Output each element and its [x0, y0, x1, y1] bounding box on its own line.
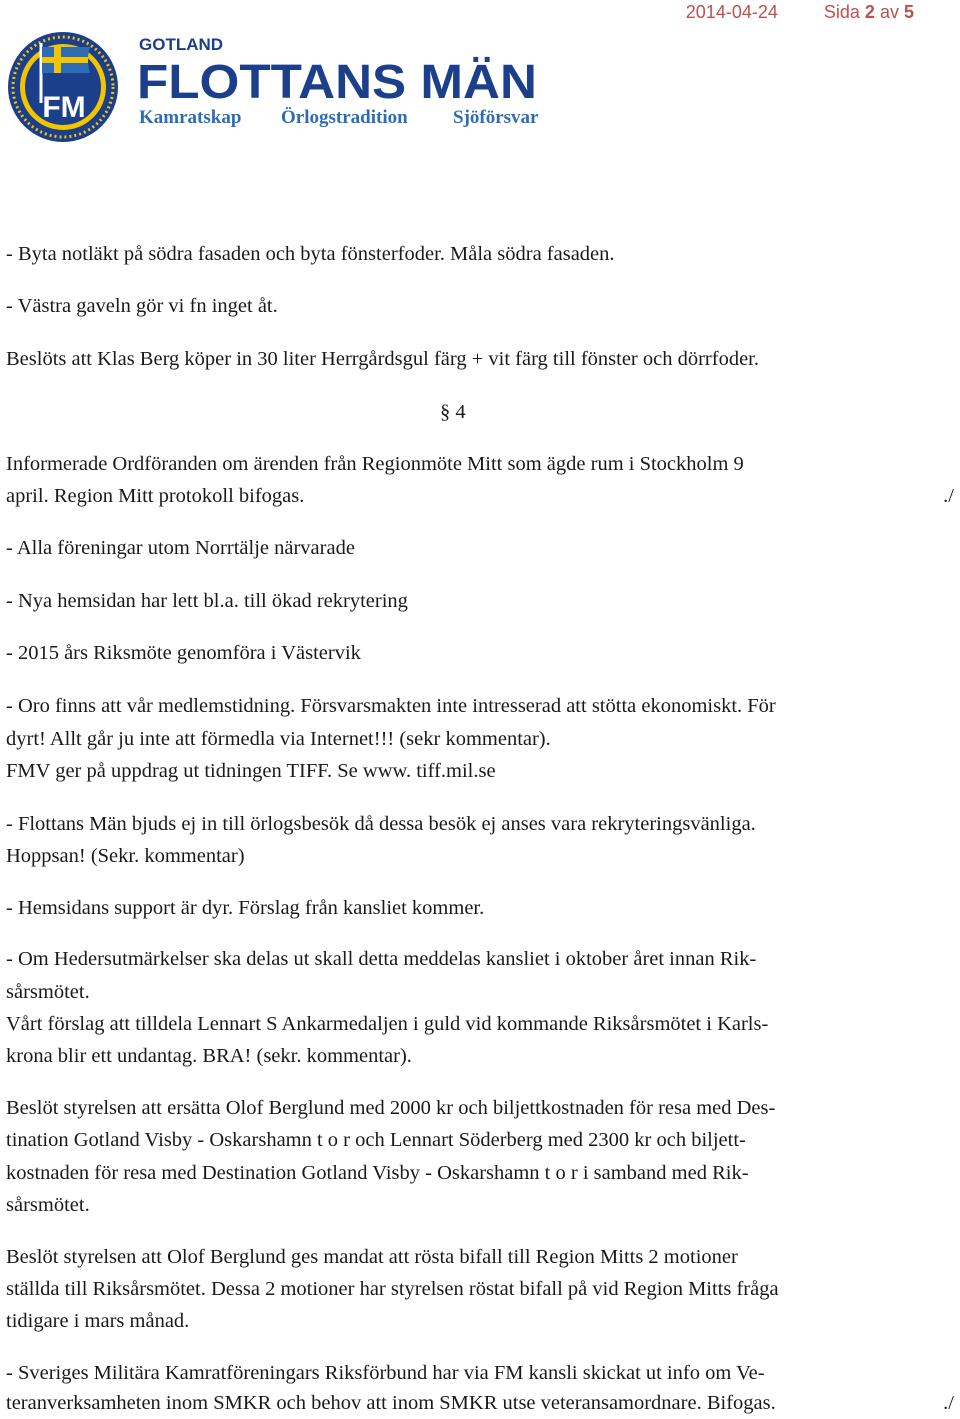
body-line: kostnaden för resa med Destination Gotland Visby - Oskarshamn t o r i samband med Rik- — [6, 1162, 749, 1184]
attachment-mark: ./ — [943, 1392, 954, 1414]
logo-badge — [8, 32, 118, 142]
header-page-current: 2 — [864, 2, 875, 22]
paragraph-number: § 4 — [440, 401, 466, 423]
body-line: Vårt förslag att tilldela Lennart S Ankarmedaljen i guld vid kommande Riksårsmötet i Karls- — [6, 1013, 769, 1035]
logo-name: FLOTTANS MÄN — [137, 56, 537, 109]
logo-tagline-2: Örlogstradition — [281, 107, 408, 128]
body-line: sårsmötet. — [6, 981, 90, 1003]
logo-tagline-3: Sjöförsvar — [453, 107, 539, 128]
body-line: ställda till Riksårsmötet. Dessa 2 motioner har styrelsen röstat bifall på vid Region Mitts fråga — [6, 1278, 779, 1300]
body-line: tidigare i mars månad. — [6, 1310, 190, 1332]
page-header — [686, 2, 914, 23]
swedish-flag-icon — [42, 47, 90, 73]
body-line: FMV ger på uppdrag ut tidningen TIFF. Se www. tiff.mil.se — [6, 760, 496, 782]
body-line: Informerade Ordföranden om ärenden från Regionmöte Mitt som ägde rum i Stockholm 9 — [6, 453, 744, 475]
attachment-mark: ./ — [943, 485, 954, 507]
body-line: krona blir ett undantag. BRA! (sekr. kommentar). — [6, 1045, 412, 1067]
body-line: tination Gotland Visby - Oskarshamn t o r och Lennart Söderberg med 2300 kr och biljett- — [6, 1129, 746, 1151]
header-page-total: 5 — [903, 2, 914, 22]
body-line: Beslöt styrelsen att Olof Berglund ges mandat att rösta bifall till Region Mitts 2 motioner — [6, 1246, 738, 1268]
flottans-man-logo — [6, 25, 546, 145]
body-line: - Flottans Män bjuds ej in till örlogsbesök då dessa besök ej anses vara rekryteringsvänliga. — [6, 813, 756, 835]
body-line: - Hemsidans support är dyr. Förslag från kansliet kommer. — [6, 897, 485, 919]
header-page-sep: av — [879, 2, 899, 22]
body-line: - Nya hemsidan har lett bl.a. till ökad rekrytering — [6, 590, 408, 612]
body-line: - Alla föreningar utom Norrtälje närvarade — [6, 537, 355, 559]
body-line: - Oro finns att vår medlemstidning. Försvarsmakten inte intresserad att stötta ekonomiskt. För — [6, 695, 776, 717]
body-line: - Byta notläkt på södra fasaden och byta fönsterfoder. Måla södra fasaden. — [6, 243, 615, 265]
logo-badge-letters: FM — [42, 91, 86, 124]
logo-region: GOTLAND — [139, 35, 224, 54]
body-line: sårsmötet. — [6, 1194, 90, 1216]
body-line: - Sveriges Militära Kamratföreningars Riksförbund har via FM kansli skickat ut info om Ve- — [6, 1362, 765, 1384]
body-line: april. Region Mitt protokoll bifogas. — [6, 485, 305, 507]
body-line: Hoppsan! (Sekr. kommentar) — [6, 845, 245, 867]
body-line: - 2015 års Riksmöte genomföra i Västervik — [6, 642, 361, 664]
body-line: dyrt! Allt går ju inte att förmedla via Internet!!! (sekr kommentar). — [6, 728, 551, 750]
body-line: Beslöts att Klas Berg köper in 30 liter Herrgårdsgul färg + vit färg till fönster och dörrfoder. — [6, 348, 760, 370]
header-date: 2014-04-24 — [685, 2, 778, 22]
body-line: teranverksamheten inom SMKR och behov att inom SMKR utse veteransamordnare. Bifogas. — [6, 1392, 776, 1414]
header-page-word: Sida — [823, 2, 860, 22]
body-line: - Om Hedersutmärkelser ska delas ut skall detta meddelas kansliet i oktober året innan Rik- — [6, 948, 757, 970]
logo-tagline-1: Kamratskap — [139, 107, 242, 128]
body-line: - Västra gaveln gör vi fn inget åt. — [6, 295, 278, 317]
body-line: Beslöt styrelsen att ersätta Olof Berglund med 2000 kr och biljettkostnaden för resa med Des- — [6, 1097, 776, 1119]
